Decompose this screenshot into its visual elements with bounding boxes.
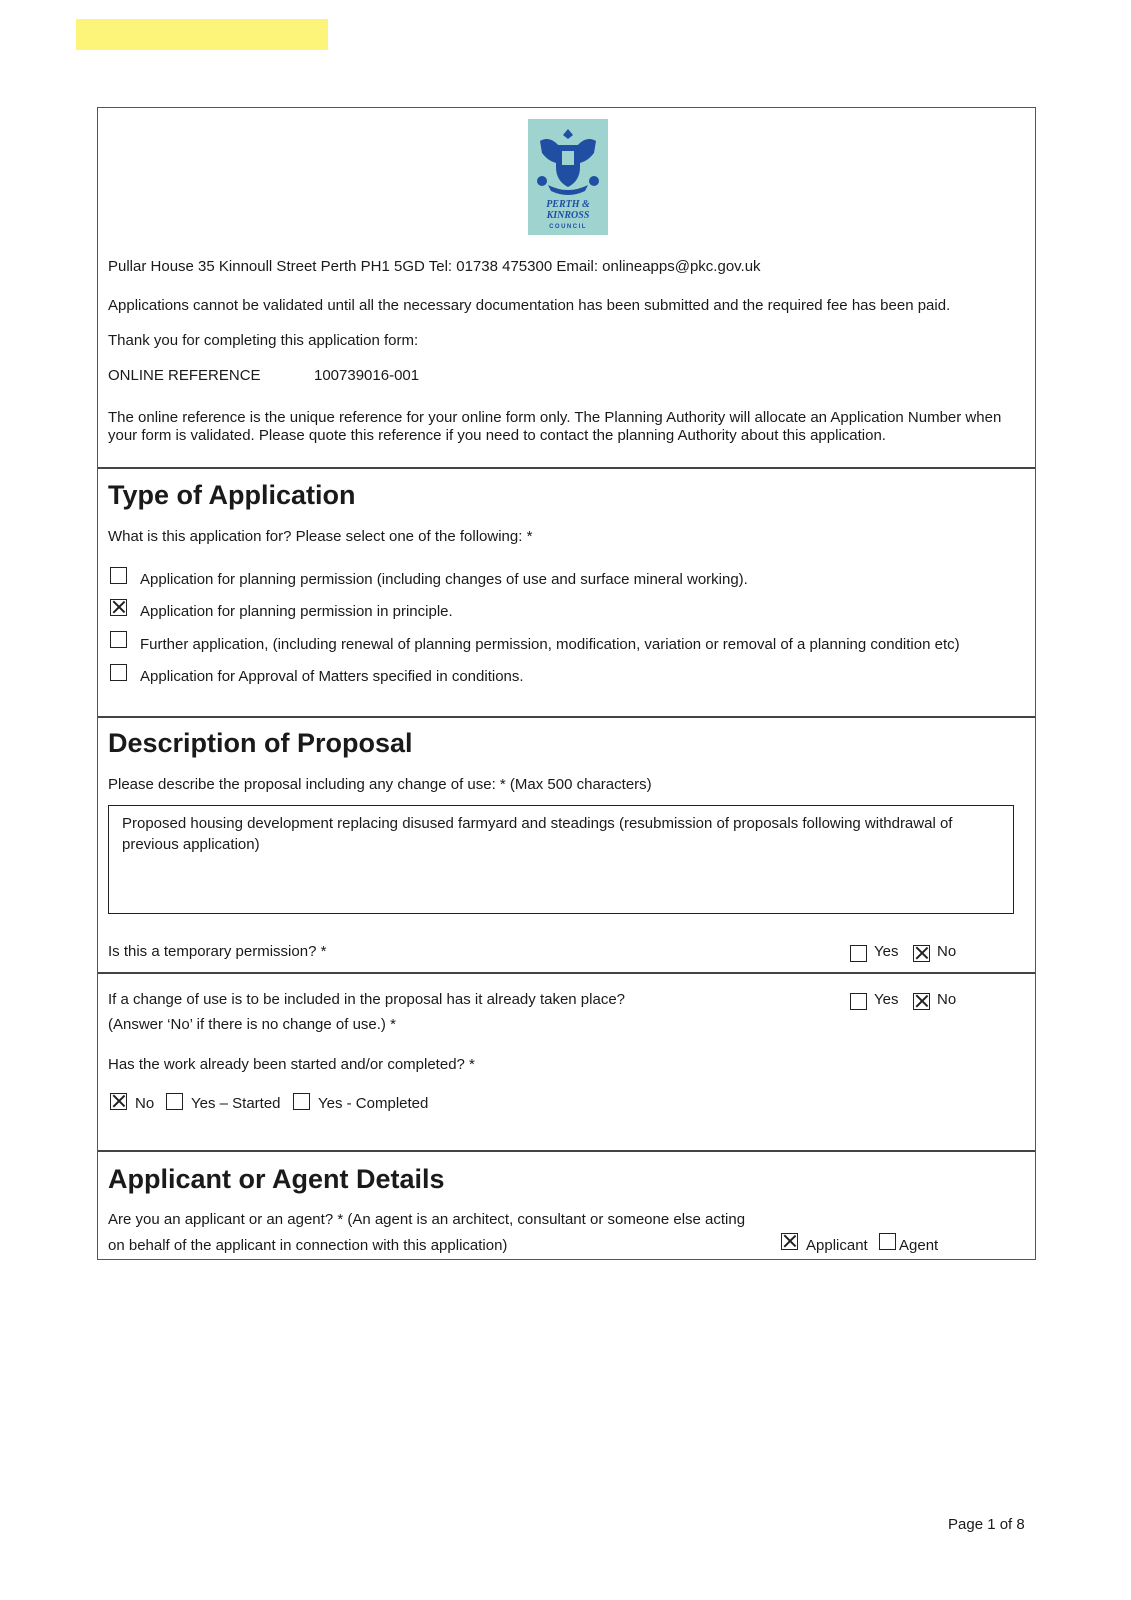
option-approval-of-matters-checkbox[interactable] <box>110 664 127 681</box>
temporary-no-label: No <box>937 943 957 960</box>
description-prompt: Please describe the proposal including any change of use: * (Max 500 characters) <box>108 776 652 793</box>
applicant-agent-question: Are you an applicant or an agent? * (An agent is an architect, consultant or someone else acting <box>108 1211 746 1228</box>
change-of-use-yes-label: Yes <box>874 991 899 1008</box>
description-textarea[interactable] <box>108 805 1014 914</box>
section-divider <box>98 972 1035 974</box>
section-divider <box>98 467 1035 469</box>
reference-notice: The online reference is the unique reference for your online form only. The Planning Authority will allocate an Application Number when your form is validated. Please quote this reference if you need to contact the planning Authority about this application. <box>108 409 1002 444</box>
work-started-label: Yes – Started <box>191 1095 281 1112</box>
option-permission-in-principle-label: Application for planning permission in principle. <box>140 603 453 620</box>
change-of-use-question: If a change of use is to be included in the proposal has it already taken place? <box>108 991 626 1008</box>
online-reference-label: ONLINE REFERENCE <box>108 367 261 384</box>
description-heading: Description of Proposal <box>108 728 413 758</box>
work-started-question: Has the work already been started and/or completed? * <box>108 1056 475 1073</box>
change-of-use-yes-checkbox[interactable] <box>850 993 867 1010</box>
section-divider <box>98 1150 1035 1152</box>
work-no-checkbox[interactable] <box>110 1093 127 1110</box>
temporary-yes-checkbox[interactable] <box>850 945 867 962</box>
change-of-use-hint: (Answer ‘No’ if there is no change of use.) * <box>108 1016 396 1033</box>
application-type-question: What is this application for? Please select one of the following: * <box>108 528 533 545</box>
logo-line1: PERTH & <box>546 199 590 210</box>
option-planning-permission-checkbox[interactable] <box>110 567 127 584</box>
council-logo <box>528 119 608 235</box>
option-planning-permission-label: Application for planning permission (including changes of use and surface mineral working). <box>140 571 748 588</box>
agent-checkbox[interactable] <box>879 1233 896 1250</box>
applicant-agent-question-cont: on behalf of the applicant in connection with this application) <box>108 1237 508 1254</box>
agent-label: Agent <box>899 1237 939 1254</box>
address-line: Pullar House 35 Kinnoull Street Perth PH1 5GD Tel: 01738 475300 Email: onlineapps@pkc.gov.uk <box>108 258 761 275</box>
work-started-checkbox[interactable] <box>166 1093 183 1110</box>
online-reference-value: 100739016-001 <box>314 367 420 384</box>
change-of-use-no-checkbox[interactable] <box>913 993 930 1010</box>
work-completed-label: Yes - Completed <box>318 1095 429 1112</box>
applicant-agent-heading: Applicant or Agent Details <box>108 1164 445 1194</box>
option-further-application-label: Further application, (including renewal of planning permission, modification, variation or removal of a planning condition etc) <box>140 636 960 653</box>
description-value: Proposed housing development replacing disused farmyard and steadings (resubmission of proposals following withdrawal of previous application) <box>122 815 953 853</box>
option-approval-of-matters-label: Application for Approval of Matters specified in conditions. <box>140 668 524 685</box>
type-of-application-heading: Type of Application <box>108 480 356 510</box>
logo-line3: COUNCIL <box>549 224 587 230</box>
section-divider <box>98 716 1035 718</box>
temporary-yes-label: Yes <box>874 943 899 960</box>
applicant-label: Applicant <box>806 1237 868 1254</box>
highlight-mark <box>76 19 328 50</box>
temporary-permission-question: Is this a temporary permission? * <box>108 943 327 960</box>
thanks-text: Thank you for completing this application form: <box>108 332 419 349</box>
work-no-label: No <box>135 1095 155 1112</box>
applicant-checkbox[interactable] <box>781 1233 798 1250</box>
option-permission-in-principle-checkbox[interactable] <box>110 599 127 616</box>
work-completed-checkbox[interactable] <box>293 1093 310 1110</box>
temporary-no-checkbox[interactable] <box>913 945 930 962</box>
application-form <box>97 107 1036 1260</box>
validation-notice: Applications cannot be validated until all the necessary documentation has been submitted and the required fee has been paid. <box>108 297 951 314</box>
logo-line2: KINROSS <box>546 210 590 221</box>
option-further-application-checkbox[interactable] <box>110 631 127 648</box>
change-of-use-no-label: No <box>937 991 957 1008</box>
page-number: Page 1 of 8 <box>948 1516 1025 1533</box>
